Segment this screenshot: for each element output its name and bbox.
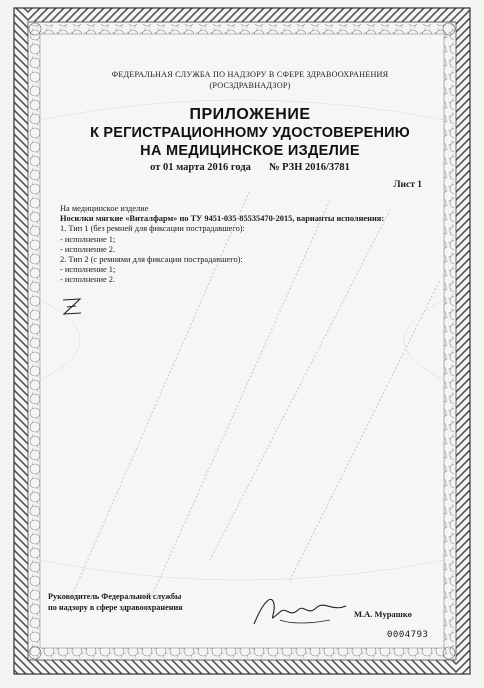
product-description: Носилки мягкие «Виталфарм» по ТУ 9451-035-85535470-2015, варианты исполнения: — [60, 214, 385, 224]
agency-abbrev: (РОСЗДРАВНАДЗОР) — [209, 81, 291, 90]
agency-name: ФЕДЕРАЛЬНАЯ СЛУЖБА ПО НАДЗОРУ В СФЕРЕ ЗДРАВООХРАНЕНИЯ — [111, 70, 389, 79]
variant-line: 1. Тип 1 (без ремней для фиксации пострадавшего): — [60, 224, 245, 234]
variant-line: - исполнение 1; — [60, 234, 116, 244]
handwritten-signature — [250, 590, 350, 630]
serial-number: 0004793 — [387, 630, 429, 640]
variant-line: 2. Тип 2 (с ремнями для фиксации пострадавшего): — [60, 255, 243, 265]
date-number-line — [60, 162, 440, 173]
agency-header — [60, 69, 440, 91]
variant-line: - исполнение 2. — [60, 244, 116, 254]
document-body — [60, 204, 440, 286]
closing-z-mark — [60, 296, 84, 318]
signer-name: М.А. Мурашко — [354, 609, 412, 619]
sheet-number: Лист 1 — [393, 180, 422, 190]
title-line-2: К РЕГИСТРАЦИОННОМУ УДОСТОВЕРЕНИЮ — [90, 125, 410, 141]
signer-title — [48, 592, 183, 613]
signer-title-line-1: Руководитель Федеральной службы — [48, 592, 182, 601]
variant-line: - исполнение 2. — [60, 275, 116, 285]
registration-number: № РЗН 2016/3781 — [268, 162, 350, 173]
title-line-3: НА МЕДИЦИНСКОЕ ИЗДЕЛИЕ — [140, 143, 360, 159]
title-line-1: ПРИЛОЖЕНИЕ — [189, 106, 311, 123]
issue-date: от 01 марта 2016 года — [150, 162, 251, 173]
signer-title-line-2: по надзору в сфере здравоохранения — [48, 602, 183, 612]
document-title — [60, 106, 440, 160]
variant-line: - исполнение 1; — [60, 265, 116, 275]
body-intro: На медицинское изделие — [60, 204, 149, 213]
